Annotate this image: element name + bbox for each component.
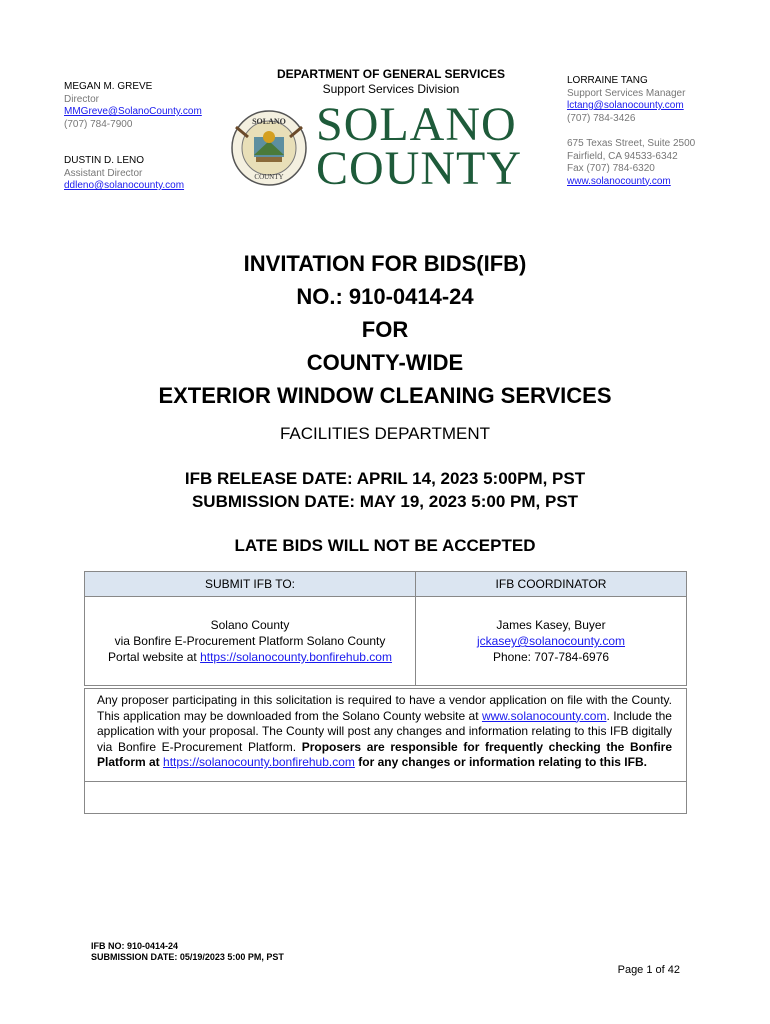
title-line-3: FOR	[361, 317, 409, 342]
manager-name: LORRAINE TANG	[567, 75, 648, 86]
submit-line-1: Solano County	[210, 618, 290, 632]
vendor-notice-box	[84, 688, 687, 814]
bonfire-portal-link[interactable]: https://solanocounty.bonfirehub.com	[200, 650, 392, 664]
website-link[interactable]: www.solanocounty.com	[567, 175, 671, 187]
vendor-notice-text	[85, 689, 686, 781]
title-line-4: COUNTY-WIDE	[306, 350, 464, 375]
late-bids-notice: LATE BIDS WILL NOT BE ACCEPTED	[234, 536, 536, 555]
fax-number: Fax (707) 784-6320	[567, 163, 655, 174]
division-name: Support Services Division	[322, 82, 460, 96]
address-line2: Fairfield, CA 94533-6342	[567, 150, 678, 162]
coordinator-email-link[interactable]: jckasey@solanocounty.com	[476, 634, 626, 648]
page-number: Page 1 of 42	[617, 964, 680, 976]
seal-bottom-text: COUNTY	[254, 173, 284, 181]
footer-ifb-number: IFB NO: 910-0414-24	[91, 941, 179, 951]
title-line-1: INVITATION FOR BIDS(IFB)	[243, 251, 527, 276]
footer-ifb-info	[91, 941, 284, 963]
director-role: Director	[64, 93, 100, 105]
department-name: DEPARTMENT OF GENERAL SERVICES	[276, 67, 506, 81]
coordinator-header: IFB COORDINATOR	[416, 572, 687, 597]
assistant-director-email-link[interactable]: ddleno@solanocounty.com	[64, 180, 185, 191]
release-date: IFB RELEASE DATE: APRIL 14, 2023 5:00PM, PST	[184, 469, 586, 488]
manager-contact	[567, 75, 757, 188]
portal-prefix: Portal website at	[108, 650, 201, 664]
county-website-link[interactable]: www.solanocounty.com	[481, 708, 607, 723]
director-name: MEGAN M. GREVE	[64, 81, 153, 92]
coordinator-cell	[416, 597, 687, 686]
submit-to-cell	[85, 597, 416, 686]
submit-line-2: via Bonfire E-Procurement Platform Solano County	[114, 634, 386, 648]
manager-role: Support Services Manager	[567, 87, 686, 99]
seal-top-text: SOLANO	[252, 117, 286, 126]
address-line1: 675 Texas Street, Suite 2500	[567, 138, 696, 149]
notice-text-part2: . Include the application with your proposal. The County will post any changes and information relating to this IFB digitally via Bonfire E-Procurement Platform.	[97, 708, 672, 754]
bonfire-notice-link[interactable]: https://solanocounty.bonfirehub.com	[163, 755, 355, 769]
manager-email-link[interactable]: lctang@solanocounty.com	[567, 100, 684, 111]
facilities-department: FACILITIES DEPARTMENT	[279, 424, 491, 443]
county-seal-graphic	[228, 107, 310, 189]
notice-bold-part2: for any changes or information relating to this IFB.	[354, 755, 647, 769]
director-email-link[interactable]: MMGreve@SolanoCounty.com	[64, 106, 202, 117]
notice-bold-part1: Proposers are responsible for frequently checking the Bonfire Platform at	[97, 739, 673, 769]
submit-to-header: SUBMIT IFB TO:	[85, 572, 416, 597]
notice-empty-row	[85, 781, 686, 813]
coordinator-name: James Kasey, Buyer	[496, 618, 606, 632]
notice-text-part1: Any proposer participating in this solicitation is required to have a vendor application on file with the County. This application may be downloaded from the Solano County website at	[97, 693, 672, 723]
assistant-director-role: Assistant Director	[64, 167, 143, 179]
submission-table	[84, 571, 687, 686]
manager-phone: (707) 784-3426	[567, 112, 636, 124]
coordinator-phone: Phone: 707-784-6976	[492, 650, 610, 664]
brand-solano: SOLANO	[316, 98, 517, 151]
ifb-title	[0, 247, 770, 412]
assistant-director-name: DUSTIN D. LENO	[64, 155, 145, 166]
county-seal	[228, 107, 310, 189]
brand-county: COUNTY	[316, 142, 522, 195]
title-line-5: EXTERIOR WINDOW CLEANING SERVICES	[158, 383, 612, 408]
director-phone: (707) 784-7900	[64, 118, 133, 130]
submission-date: SUBMISSION DATE: MAY 19, 2023 5:00 PM, PST	[191, 492, 579, 511]
title-line-2: NO.: 910-0414-24	[296, 284, 474, 309]
department-heading	[256, 67, 526, 97]
footer-submission-date: SUBMISSION DATE: 05/19/2023 5:00 PM, PST	[91, 952, 284, 962]
